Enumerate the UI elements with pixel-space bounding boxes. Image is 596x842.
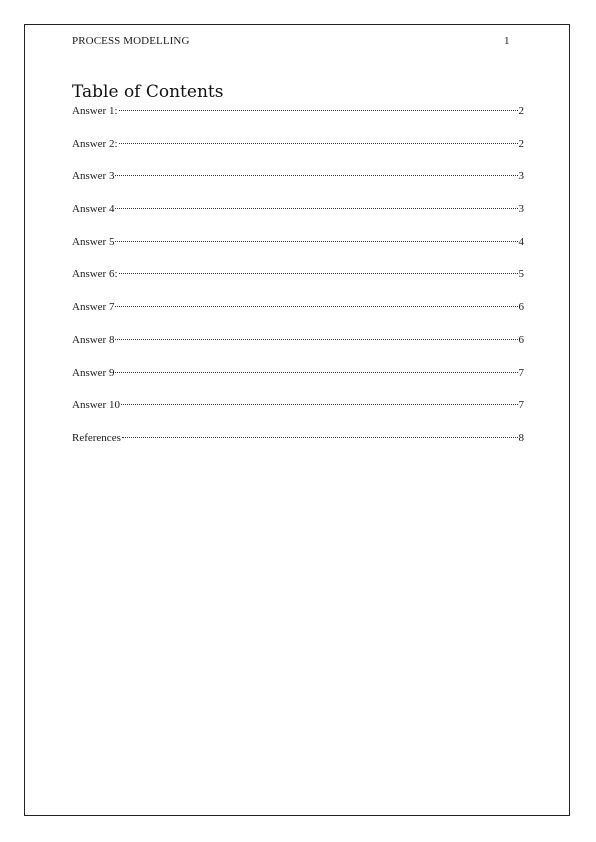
- toc-entry-label: Answer 10: [72, 399, 120, 412]
- toc-entry-page: 6: [518, 333, 524, 346]
- toc-entry-page: 2: [518, 105, 524, 117]
- running-header-title: PROCESS MODELLING: [72, 35, 190, 47]
- toc-dot-leader: [115, 208, 517, 209]
- toc-entry-label: Answer 6:: [72, 268, 118, 281]
- toc-entry-page: 3: [518, 170, 524, 183]
- toc-entry-answer-3[interactable]: [72, 169, 524, 202]
- toc-dot-leader: [121, 404, 518, 405]
- toc-dot-leader: [115, 241, 517, 242]
- toc-entry-answer-8[interactable]: [72, 333, 524, 366]
- toc-entry-label: References: [72, 431, 121, 444]
- toc-entry-label: Answer 9: [72, 366, 115, 379]
- toc-dot-leader: [119, 143, 518, 144]
- toc-entry-page: 2: [518, 137, 524, 150]
- toc-entry-label: Answer 3: [72, 170, 115, 183]
- toc-entry-answer-6[interactable]: [72, 267, 524, 300]
- toc-entry-answer-10[interactable]: [72, 398, 524, 431]
- toc-entry-answer-7[interactable]: [72, 300, 524, 333]
- toc-entry-page: 3: [518, 203, 524, 216]
- header-page-number: 1: [504, 35, 510, 47]
- toc-list: [72, 104, 524, 464]
- toc-entry-label: Answer 1:: [72, 105, 118, 117]
- toc-dot-leader: [119, 273, 518, 274]
- toc-dot-leader: [115, 339, 517, 340]
- toc-entry-label: Answer 8: [72, 333, 115, 346]
- toc-heading: Table of Contents: [72, 82, 224, 102]
- toc-entry-label: Answer 5: [72, 235, 115, 248]
- toc-entry-label: Answer 4: [72, 203, 115, 216]
- toc-entry-page: 7: [518, 399, 524, 412]
- toc-entry-answer-5[interactable]: [72, 235, 524, 268]
- toc-entry-references[interactable]: [72, 431, 524, 464]
- toc-entry-label: Answer 2:: [72, 137, 118, 150]
- toc-entry-page: 8: [518, 431, 524, 444]
- toc-entry-label: Answer 7: [72, 301, 115, 314]
- toc-entry-page: 5: [518, 268, 524, 281]
- toc-entry-page: 6: [518, 301, 524, 314]
- toc-dot-leader: [115, 306, 517, 307]
- toc-entry-page: 7: [518, 366, 524, 379]
- toc-entry-answer-4[interactable]: [72, 202, 524, 235]
- toc-dot-leader: [122, 437, 518, 438]
- toc-entry-answer-2[interactable]: [72, 137, 524, 170]
- toc-dot-leader: [119, 110, 518, 111]
- toc-entry-answer-1[interactable]: [72, 104, 524, 137]
- toc-entry-answer-9[interactable]: [72, 366, 524, 399]
- toc-dot-leader: [115, 372, 517, 373]
- toc-entry-page: 4: [518, 235, 524, 248]
- toc-dot-leader: [115, 175, 517, 176]
